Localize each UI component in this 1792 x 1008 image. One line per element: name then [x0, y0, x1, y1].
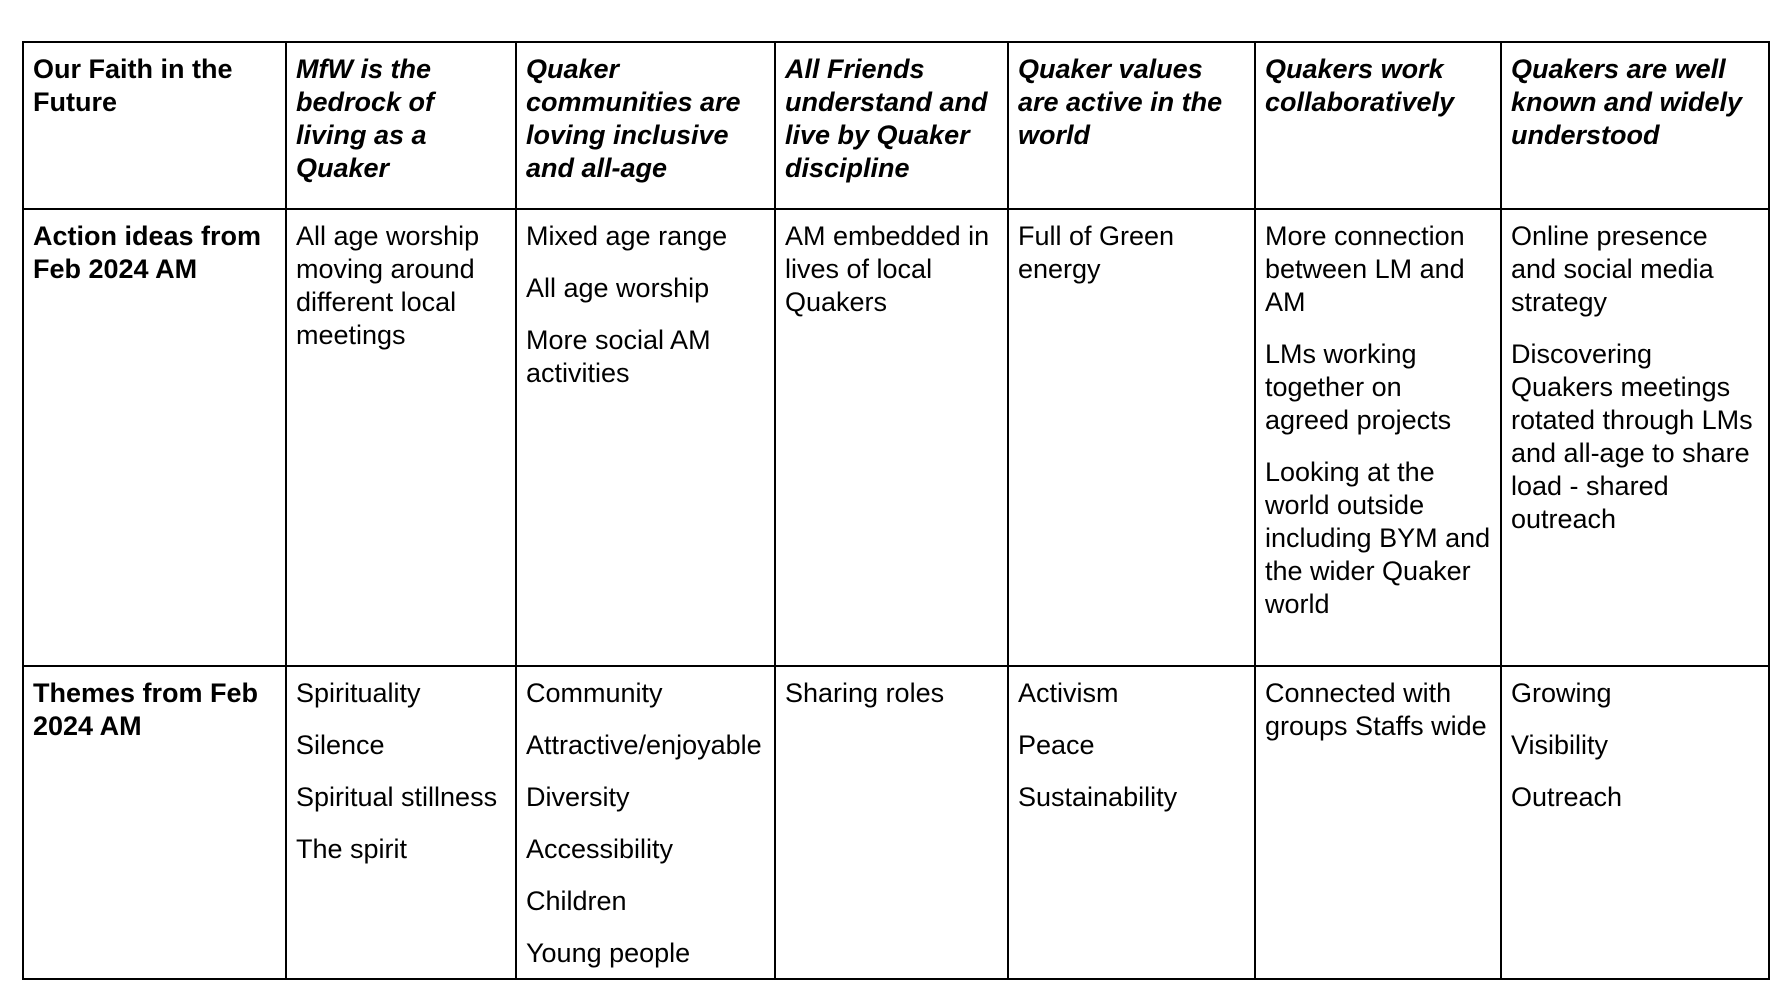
column-header: All Friends understand and live by Quaker discipline	[775, 42, 1008, 209]
cell-item: Growing	[1511, 678, 1612, 708]
column-header: Quaker communities are loving inclusive and all-age	[516, 42, 775, 209]
cell-item: Sustainability	[1018, 782, 1178, 812]
cell-item: Peace	[1018, 730, 1095, 760]
cell-item: Spiritual stillness	[296, 782, 498, 812]
cell-item: Visibility	[1511, 730, 1609, 760]
cell-item: Full of Green energy	[1018, 221, 1175, 284]
cell-item: More social AM activities	[526, 325, 711, 388]
cell-item: Silence	[296, 730, 385, 760]
table-cell	[1008, 209, 1255, 666]
table-cell	[1255, 209, 1501, 666]
cell-item: Accessibility	[526, 834, 674, 864]
cell-item: Sharing roles	[785, 678, 945, 708]
cell-item: Discovering Quakers meetings rotated through LMs and all-age to share load - shared outreach	[1511, 339, 1753, 534]
faith-in-future-table	[22, 41, 1770, 980]
cell-item: Attractive/enjoyable	[526, 730, 762, 760]
cell-item: Spirituality	[296, 678, 421, 708]
table-cell	[1501, 666, 1769, 979]
cell-item: More connection between LM and AM	[1265, 221, 1465, 317]
header-row	[23, 42, 1769, 209]
cell-item: LMs working together on agreed projects	[1265, 339, 1452, 435]
cell-item: Mixed age range	[526, 221, 728, 251]
cell-item: Outreach	[1511, 782, 1623, 812]
cell-item: AM embedded in lives of local Quakers	[785, 221, 990, 317]
corner-cell: Our Faith in the Future	[23, 42, 286, 209]
cell-item: Children	[526, 886, 627, 916]
cell-item: All age worship	[526, 273, 710, 303]
cell-item: Activism	[1018, 678, 1119, 708]
document-page	[22, 41, 1768, 980]
table-row-themes	[23, 666, 1769, 979]
cell-item: Diversity	[526, 782, 630, 812]
table-cell	[775, 209, 1008, 666]
table-cell	[1501, 209, 1769, 666]
cell-item: Community	[526, 678, 663, 708]
column-header: Quakers are well known and widely understood	[1501, 42, 1769, 209]
table-cell	[286, 666, 516, 979]
table-cell	[516, 666, 775, 979]
cell-item: Online presence and social media strategy	[1511, 221, 1714, 317]
cell-item: All age worship moving around different local meetings	[296, 221, 480, 350]
column-header: Quaker values are active in the world	[1008, 42, 1255, 209]
column-header: MfW is the bedrock of living as a Quaker	[286, 42, 516, 209]
table-row-action-ideas	[23, 209, 1769, 666]
table-cell	[286, 209, 516, 666]
cell-item: Looking at the world outside including BYM and the wider Quaker world	[1265, 457, 1491, 619]
column-header: Quakers work collaboratively	[1255, 42, 1501, 209]
table-cell	[1008, 666, 1255, 979]
cell-item: Young people	[526, 938, 691, 968]
row-header: Action ideas from Feb 2024 AM	[23, 209, 286, 666]
table-cell	[1255, 666, 1501, 979]
cell-item: Connected with groups Staffs wide	[1265, 678, 1487, 741]
table-cell	[516, 209, 775, 666]
cell-item: The spirit	[296, 834, 408, 864]
table-cell	[775, 666, 1008, 979]
row-header: Themes from Feb 2024 AM	[23, 666, 286, 979]
